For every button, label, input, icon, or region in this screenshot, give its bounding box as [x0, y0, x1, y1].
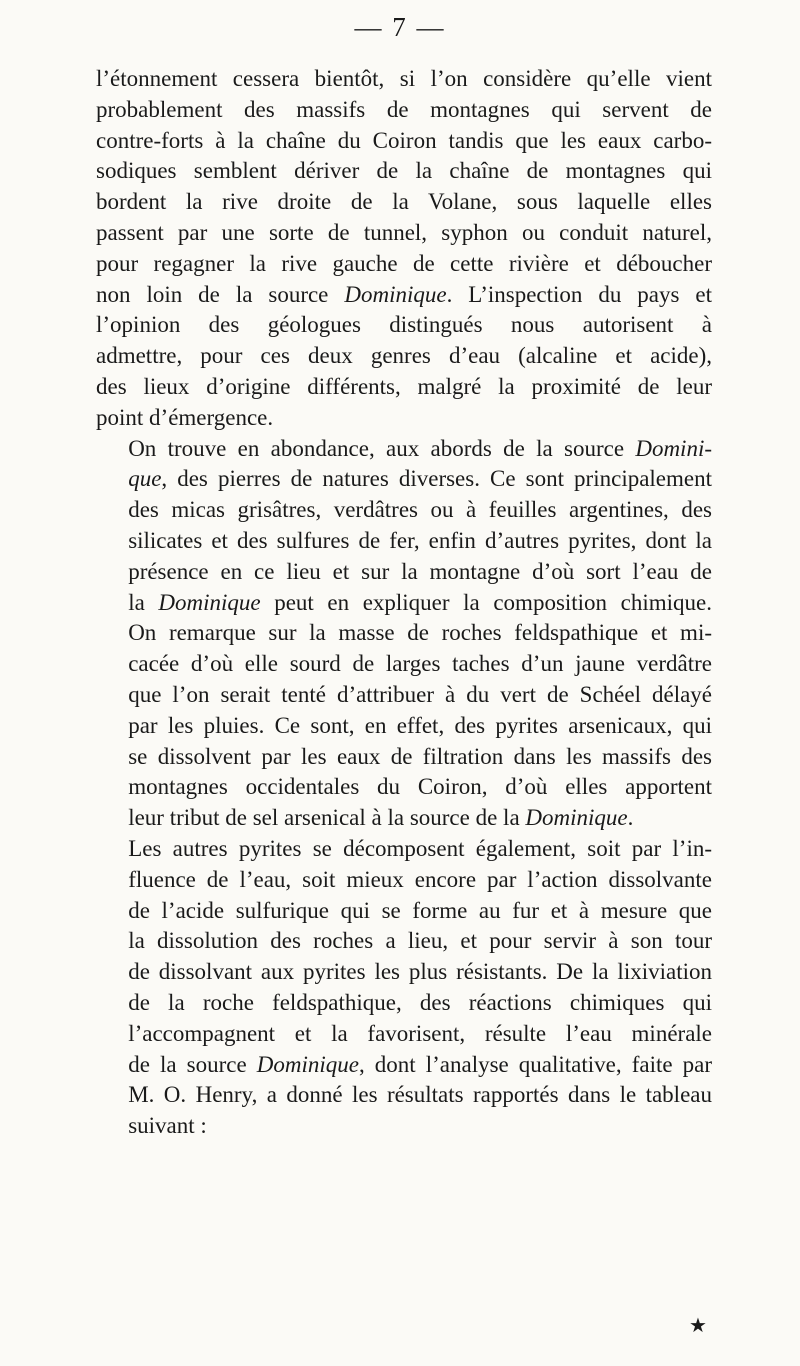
- text-line: l’opinion des géologues distingués nous autorisent à: [96, 312, 712, 338]
- text-line: silicates et des sulfures de fer, enfin d’autres pyrites, dont la: [128, 527, 712, 553]
- text-line: probablement des massifs de montagnes qui servent de: [96, 96, 712, 122]
- text-line: par les pluies. Ce sont, en effet, des pyrites arsenicaux, qui: [128, 712, 712, 738]
- text-line: fluence de l’eau, soit mieux encore par l’action dissolvante: [128, 866, 712, 892]
- page-number: — 7 —: [354, 12, 446, 42]
- text-line: suivant :: [128, 1113, 207, 1139]
- paragraph-2: [96, 434, 712, 834]
- text-line: non loin de la source Dominique. L’inspection du pays et: [96, 281, 712, 307]
- text-line: M. O. Henry, a donné les résultats rapportés dans le tableau: [128, 1082, 712, 1108]
- text-line: que l’on serait tenté d’attribuer à du vert de Schéel délayé: [128, 681, 712, 707]
- text-line: de dissolvant aux pyrites les plus résistants. De la lixiviation: [128, 959, 712, 985]
- paragraph-1: [96, 64, 712, 434]
- text-line: des lieux d’origine différents, malgré la proximité de leur: [96, 373, 712, 399]
- text-line: contre-forts à la chaîne du Coiron tandis que les eaux carbo-: [96, 127, 712, 153]
- text-line: point d’émergence.: [96, 404, 274, 430]
- text-line: se dissolvent par les eaux de filtration dans les massifs des: [128, 743, 712, 769]
- text-line: la dissolution des roches a lieu, et pour servir à son tour: [128, 928, 712, 954]
- text-line: passent par une sorte de tunnel, syphon ou conduit naturel,: [96, 219, 712, 245]
- text-line: leur tribut de sel arsenical à la source de la Dominique.: [128, 805, 634, 831]
- text-line: bordent la rive droite de la Volane, sous laquelle elles: [96, 189, 712, 215]
- text-line: montagnes occidentales du Coiron, d’où elles apportent: [128, 774, 712, 800]
- text-line: de la source Dominique, dont l’analyse qualitative, faite par: [128, 1051, 712, 1077]
- paragraph-3: [96, 834, 712, 1142]
- footnote-star-mark: ★: [689, 1315, 707, 1337]
- text-line: des micas grisâtres, verdâtres ou à feuilles argentines, des: [128, 497, 712, 523]
- text-line: On remarque sur la masse de roches feldspathique et mi-: [128, 620, 712, 646]
- text-line: pour regagner la rive gauche de cette rivière et déboucher: [96, 250, 712, 276]
- text-line: que, des pierres de natures diverses. Ce sont principalement: [128, 466, 712, 492]
- body-text: [96, 64, 712, 1142]
- text-line: l’étonnement cessera bientôt, si l’on considère qu’elle vient: [96, 66, 712, 91]
- text-line: cacée d’où elle sourd de larges taches d’un jaune verdâtre: [128, 651, 712, 677]
- text-line: de la roche feldspathique, des réactions chimiques qui: [128, 989, 712, 1015]
- text-line: Les autres pyrites se décomposent également, soit par l’in-: [128, 835, 712, 861]
- text-line: On trouve en abondance, aux abords de la source Domini-: [128, 435, 712, 461]
- text-line: la Dominique peut en expliquer la composition chimique.: [128, 589, 712, 615]
- text-line: sodiques semblent dériver de la chaîne de montagnes qui: [96, 158, 712, 184]
- text-line: présence en ce lieu et sur la montagne d’où sort l’eau de: [128, 558, 712, 584]
- text-line: admettre, pour ces deux genres d’eau (alcaline et acide),: [96, 343, 712, 369]
- text-line: de l’acide sulfurique qui se forme au fur et à mesure que: [128, 897, 712, 923]
- text-line: l’accompagnent et la favorisent, résulte l’eau minérale: [128, 1020, 712, 1046]
